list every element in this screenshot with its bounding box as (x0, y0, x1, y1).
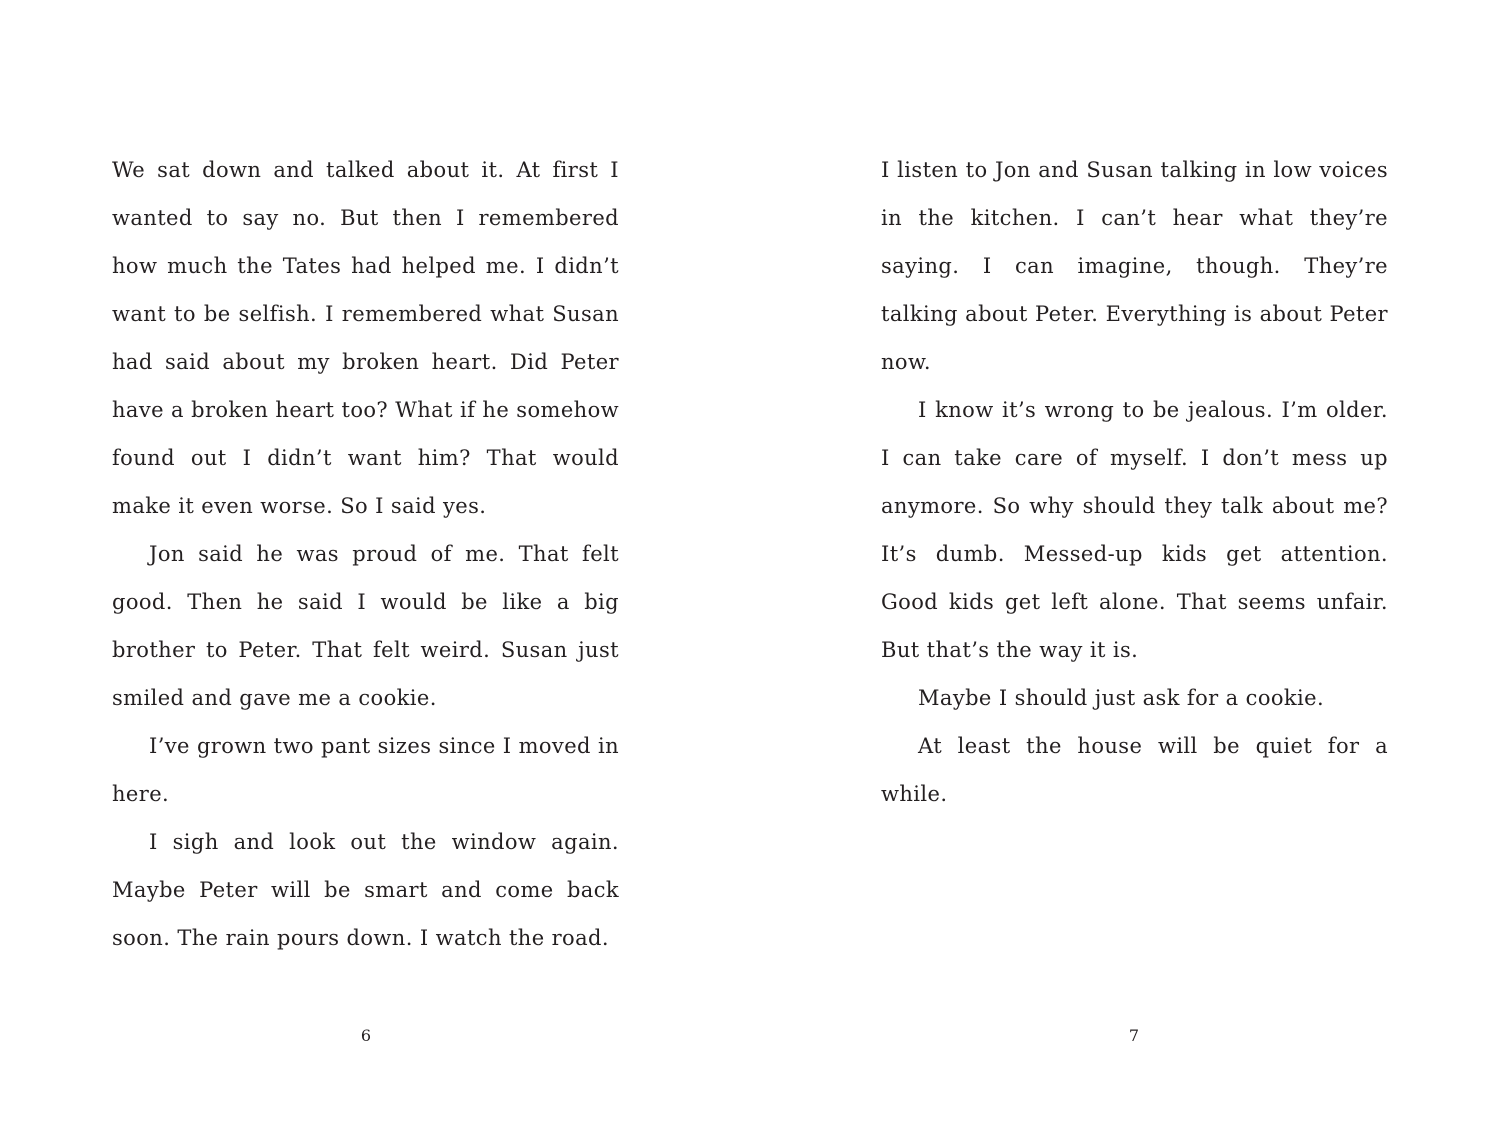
paragraph: I’ve grown two pant sizes since I moved in here. (112, 734, 619, 806)
paragraph: Maybe I should just ask for a cookie. (918, 686, 1325, 710)
paragraph: At least the house will be quiet for a while. (881, 734, 1388, 806)
paragraph: I know it’s wrong to be jealous. I’m older. I can take care of myself. I don’t mess up anymore. So why should they talk about me? It’s dumb. Messed-up kids get attention. Good kids get left alone. That seems unfair. But that’s the way it is. (881, 398, 1388, 662)
paragraph: I sigh and look out the window again. Maybe Peter will be smart and come back soon. The rain pours down. I watch the road. (112, 830, 619, 950)
paragraph: We sat down and talked about it. At first I wanted to say no. But then I remembered how much the Tates had helped me. I didn’t want to be selfish. I remembered what Susan had said about my broken heart. Did Peter have a broken heart too? What if he somehow found out I didn’t want him? That would make it even worse. So I said yes. (112, 158, 619, 518)
right-page (750, 0, 1500, 1125)
paragraph: I listen to Jon and Susan talking in low voices in the kitchen. I can’t hear what they’re saying. I can imagine, though. They’re talking about Peter. Everything is about Peter now. (881, 158, 1388, 374)
page-number: 6 (360, 1026, 372, 1045)
left-page-body (112, 146, 619, 962)
right-page-body (881, 146, 1388, 818)
page-number: 7 (1128, 1026, 1140, 1045)
paragraph: Jon said he was proud of me. That felt good. Then he said I would be like a big brother to Peter. That felt weird. Susan just smiled and gave me a cookie. (112, 542, 619, 710)
